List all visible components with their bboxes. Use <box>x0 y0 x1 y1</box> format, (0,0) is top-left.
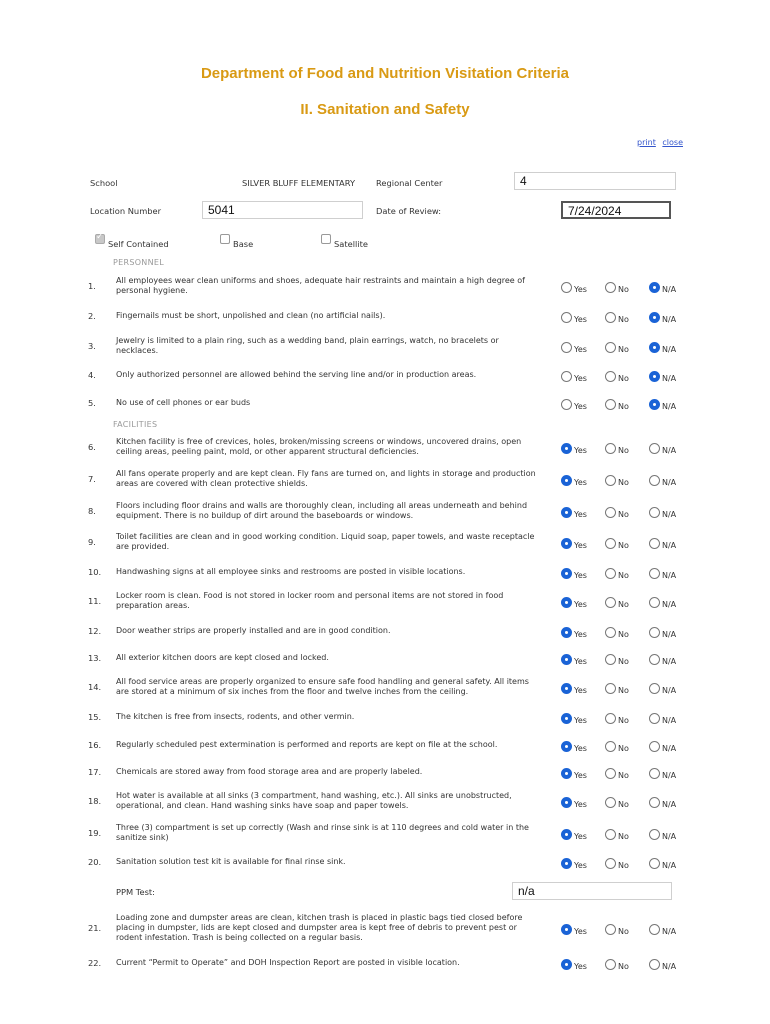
option-yes[interactable] <box>561 473 587 487</box>
option-no[interactable] <box>605 957 629 971</box>
option-label: Yes <box>574 771 587 780</box>
option-label: N/A <box>662 374 677 383</box>
option-label: N/A <box>662 716 677 725</box>
radio-no[interactable] <box>605 654 616 665</box>
radio-no[interactable] <box>605 282 616 293</box>
criteria-number: 7. <box>88 474 96 484</box>
option-yes[interactable] <box>561 711 587 725</box>
option-label: N/A <box>662 315 677 324</box>
criteria-text: Regularly scheduled pest extermination is performed and reports are kept on file at the school. <box>116 740 498 749</box>
option-no[interactable] <box>605 280 629 294</box>
radio-na[interactable] <box>649 371 660 382</box>
self-contained-checkbox[interactable] <box>95 234 105 244</box>
option-label: N/A <box>662 630 677 639</box>
option-yes[interactable] <box>561 856 587 870</box>
option-no[interactable] <box>605 340 629 354</box>
option-label: No <box>618 800 629 809</box>
criteria-number: 11. <box>88 596 102 606</box>
radio-yes[interactable] <box>561 924 572 935</box>
option-na[interactable] <box>649 536 676 550</box>
radio-no[interactable] <box>605 507 616 518</box>
criteria-number: 5. <box>88 398 96 408</box>
option-label: Yes <box>574 345 587 354</box>
school-value: SILVER BLUFF ELEMENTARY <box>242 178 356 188</box>
option-na[interactable] <box>649 795 676 809</box>
option-no[interactable] <box>605 795 629 809</box>
option-label: N/A <box>662 771 677 780</box>
radio-no[interactable] <box>605 538 616 549</box>
location-number-field[interactable]: 5041 <box>202 201 363 219</box>
radio-no[interactable] <box>605 627 616 638</box>
radio-na[interactable] <box>649 443 660 454</box>
criteria-number: 20. <box>88 857 102 867</box>
radio-na[interactable] <box>649 654 660 665</box>
option-yes[interactable] <box>561 566 587 580</box>
regional-center-label: Regional Center <box>376 178 443 188</box>
criteria-text: All food service areas are properly organized to ensure safe food handling and general safety. All items are stored at a minimum of six inches from the floor and twelve inches from the ceiling. <box>116 677 529 696</box>
option-label: Yes <box>574 716 587 725</box>
option-label: N/A <box>662 446 677 455</box>
option-na[interactable] <box>649 766 676 780</box>
option-no[interactable] <box>605 625 629 639</box>
option-no[interactable] <box>605 310 629 324</box>
radio-na[interactable] <box>649 568 660 579</box>
radio-no[interactable] <box>605 924 616 935</box>
criteria-number: 17. <box>88 767 102 777</box>
option-label: N/A <box>662 832 677 841</box>
option-yes[interactable] <box>561 625 587 639</box>
criteria-number: 8. <box>88 506 96 516</box>
criteria-text: Hot water is available at all sinks (3 compartment, hand washing, etc.). All sinks are unobstructed, operational, and clean. Hand washing sinks have soap and paper towels. <box>116 791 512 810</box>
option-na[interactable] <box>649 856 676 870</box>
option-label: No <box>618 478 629 487</box>
radio-yes[interactable] <box>561 342 572 353</box>
option-no[interactable] <box>605 397 629 411</box>
criteria-text: Current “Permit to Operate” and DOH Inspection Report are posted in visible location. <box>116 958 460 967</box>
option-na[interactable] <box>649 739 676 753</box>
radio-no[interactable] <box>605 959 616 970</box>
criteria-number: 21. <box>88 923 102 933</box>
option-label: No <box>618 600 629 609</box>
criteria-text: All exterior kitchen doors are kept closed and locked. <box>116 653 329 662</box>
base-label: Base <box>233 239 254 249</box>
date-of-review-field[interactable]: 7/24/2024 <box>561 201 671 219</box>
option-no[interactable] <box>605 566 629 580</box>
radio-no[interactable] <box>605 797 616 808</box>
option-label: Yes <box>574 510 587 519</box>
criteria-number: 13. <box>88 653 102 663</box>
option-label: No <box>618 285 629 294</box>
page-subtitle: II. Sanitation and Safety <box>300 101 470 118</box>
radio-yes[interactable] <box>561 797 572 808</box>
option-label: No <box>618 771 629 780</box>
option-no[interactable] <box>605 922 629 936</box>
radio-no[interactable] <box>605 312 616 323</box>
criteria-number: 6. <box>88 442 96 452</box>
option-label: Yes <box>574 446 587 455</box>
criteria-number: 3. <box>88 341 96 351</box>
radio-yes[interactable] <box>561 654 572 665</box>
radio-no[interactable] <box>605 713 616 724</box>
school-label: School <box>90 178 118 188</box>
radio-no[interactable] <box>605 342 616 353</box>
option-label: No <box>618 962 629 971</box>
criteria-number: 4. <box>88 370 96 380</box>
section-personnel: PERSONNEL <box>113 258 164 267</box>
section-facilities: FACILITIES <box>113 420 158 429</box>
print-link[interactable]: print <box>637 138 656 147</box>
option-label: No <box>618 446 629 455</box>
option-no[interactable] <box>605 711 629 725</box>
option-label: N/A <box>662 571 677 580</box>
radio-yes[interactable] <box>561 683 572 694</box>
header-links <box>633 138 683 147</box>
criteria-text: Loading zone and dumpster areas are clean, kitchen trash is placed in plastic bags tied closed before placing in dumpster, lids are kept closed and dumpster area is kept free of debris to prevent pest or rodent infestation. Trash is being collected on a regular basis. <box>116 913 523 942</box>
option-label: N/A <box>662 927 677 936</box>
radio-no[interactable] <box>605 858 616 869</box>
option-label: Yes <box>574 800 587 809</box>
date-of-review-label: Date of Review: <box>376 206 442 216</box>
option-label: Yes <box>574 600 587 609</box>
option-label: Yes <box>574 478 587 487</box>
radio-na[interactable] <box>649 399 660 410</box>
option-label: Yes <box>574 962 587 971</box>
option-label: No <box>618 927 629 936</box>
radio-no[interactable] <box>605 829 616 840</box>
option-yes[interactable] <box>561 397 587 411</box>
option-label: N/A <box>662 478 677 487</box>
option-label: No <box>618 315 629 324</box>
option-na[interactable] <box>649 369 676 383</box>
option-label: N/A <box>662 345 677 354</box>
radio-no[interactable] <box>605 768 616 779</box>
location-number-label: Location Number <box>90 206 162 216</box>
criteria-text: Sanitation solution test kit is available for final rinse sink. <box>116 857 346 866</box>
option-yes[interactable] <box>561 766 587 780</box>
option-yes[interactable] <box>561 310 587 324</box>
option-no[interactable] <box>605 473 629 487</box>
criteria-number: 18. <box>88 796 102 806</box>
radio-yes[interactable] <box>561 959 572 970</box>
radio-na[interactable] <box>649 312 660 323</box>
criteria-text: Toilet facilities are clean and in good working condition. Liquid soap, paper towels, and waste receptacle are provided. <box>116 532 535 551</box>
criteria-text: Kitchen facility is free of crevices, holes, broken/missing screens or windows, uncovered drains, open ceiling areas, peeling paint, mold, or other apparent structural deficiencies. <box>116 437 522 456</box>
criteria-text: All fans operate properly and are kept clean. Fly fans are turned on, and lights in storage and production areas are covered with clean protective shields. <box>116 469 536 488</box>
criteria-number: 1. <box>88 281 96 291</box>
criteria-text: Fingernails must be short, unpolished and clean (no artificial nails). <box>116 311 386 320</box>
criteria-number: 12. <box>88 626 102 636</box>
radio-na[interactable] <box>649 507 660 518</box>
option-label: No <box>618 686 629 695</box>
radio-no[interactable] <box>605 443 616 454</box>
radio-no[interactable] <box>605 475 616 486</box>
option-label: Yes <box>574 657 587 666</box>
option-label: N/A <box>662 510 677 519</box>
radio-yes[interactable] <box>561 597 572 608</box>
option-no[interactable] <box>605 441 629 455</box>
option-na[interactable] <box>649 340 676 354</box>
option-na[interactable] <box>649 595 676 609</box>
criteria-number: 2. <box>88 311 96 321</box>
criteria-number: 19. <box>88 828 102 838</box>
radio-yes[interactable] <box>561 713 572 724</box>
radio-yes[interactable] <box>561 538 572 549</box>
option-label: N/A <box>662 962 677 971</box>
option-no[interactable] <box>605 827 629 841</box>
option-label: No <box>618 744 629 753</box>
option-label: Yes <box>574 402 587 411</box>
option-yes[interactable] <box>561 369 587 383</box>
criteria-text: All employees wear clean uniforms and shoes, adequate hair restraints and maintain a high degree of personal hygiene. <box>116 276 525 295</box>
radio-yes[interactable] <box>561 399 572 410</box>
option-label: No <box>618 510 629 519</box>
option-label: Yes <box>574 832 587 841</box>
close-link[interactable]: close <box>662 138 683 147</box>
radio-no[interactable] <box>605 597 616 608</box>
option-label: N/A <box>662 285 677 294</box>
option-na[interactable] <box>649 473 676 487</box>
option-label: No <box>618 861 629 870</box>
radio-no[interactable] <box>605 683 616 694</box>
option-na[interactable] <box>649 310 676 324</box>
satellite-label: Satellite <box>334 239 368 249</box>
radio-no[interactable] <box>605 568 616 579</box>
option-yes[interactable] <box>561 681 587 695</box>
criteria-text: No use of cell phones or ear buds <box>116 398 251 407</box>
option-label: N/A <box>662 657 677 666</box>
radio-yes[interactable] <box>561 475 572 486</box>
option-label: Yes <box>574 630 587 639</box>
radio-na[interactable] <box>649 627 660 638</box>
option-label: N/A <box>662 686 677 695</box>
criteria-number: 22. <box>88 958 102 968</box>
radio-na[interactable] <box>649 768 660 779</box>
criteria-number: 14. <box>88 682 102 692</box>
option-na[interactable] <box>649 441 676 455</box>
criteria-text: Floors including floor drains and walls are thoroughly clean, including all areas underneath and behind equipment. There is no buildup of dirt around the baseboards or windows. <box>116 501 528 520</box>
radio-yes[interactable] <box>561 741 572 752</box>
ppm-test-label: PPM Test: <box>116 887 155 897</box>
option-na[interactable] <box>649 625 676 639</box>
option-label: N/A <box>662 744 677 753</box>
option-label: No <box>618 374 629 383</box>
option-no[interactable] <box>605 536 629 550</box>
option-yes[interactable] <box>561 505 587 519</box>
criteria-text: Locker room is clean. Food is not stored in locker room and personal items are not stored in food preparation areas. <box>116 591 504 610</box>
radio-yes[interactable] <box>561 312 572 323</box>
option-label: Yes <box>574 315 587 324</box>
option-no[interactable] <box>605 505 629 519</box>
radio-na[interactable] <box>649 282 660 293</box>
radio-yes[interactable] <box>561 443 572 454</box>
radio-yes[interactable] <box>561 627 572 638</box>
option-yes[interactable] <box>561 652 587 666</box>
criteria-number: 15. <box>88 712 102 722</box>
option-no[interactable] <box>605 681 629 695</box>
option-yes[interactable] <box>561 957 587 971</box>
option-yes[interactable] <box>561 595 587 609</box>
criteria-text: Chemicals are stored away from food storage area and are properly labeled. <box>116 767 423 776</box>
radio-yes[interactable] <box>561 568 572 579</box>
option-label: Yes <box>574 744 587 753</box>
option-yes[interactable] <box>561 441 587 455</box>
option-no[interactable] <box>605 766 629 780</box>
satellite-checkbox[interactable] <box>321 234 331 244</box>
radio-na[interactable] <box>649 342 660 353</box>
radio-na[interactable] <box>649 959 660 970</box>
criteria-number: 9. <box>88 537 96 547</box>
radio-na[interactable] <box>649 713 660 724</box>
option-na[interactable] <box>649 280 676 294</box>
option-label: Yes <box>574 861 587 870</box>
option-label: Yes <box>574 686 587 695</box>
radio-na[interactable] <box>649 924 660 935</box>
option-label: Yes <box>574 541 587 550</box>
radio-na[interactable] <box>649 683 660 694</box>
option-label: N/A <box>662 541 677 550</box>
option-yes[interactable] <box>561 280 587 294</box>
option-label: No <box>618 402 629 411</box>
option-na[interactable] <box>649 566 676 580</box>
option-label: Yes <box>574 285 587 294</box>
radio-na[interactable] <box>649 597 660 608</box>
radio-yes[interactable] <box>561 858 572 869</box>
option-na[interactable] <box>649 957 676 971</box>
radio-na[interactable] <box>649 538 660 549</box>
criteria-text: The kitchen is free from insects, rodents, and other vermin. <box>116 712 355 721</box>
regional-center-field[interactable]: 4 <box>514 172 676 190</box>
option-label: No <box>618 541 629 550</box>
option-no[interactable] <box>605 856 629 870</box>
criteria-text: Jewelry is limited to a plain ring, such as a wedding band, plain earrings, watch, no bracelets or necklaces. <box>116 336 499 355</box>
option-label: No <box>618 716 629 725</box>
option-no[interactable] <box>605 652 629 666</box>
option-label: Yes <box>574 571 587 580</box>
self-contained-label: Self Contained <box>108 239 169 249</box>
ppm-test-field[interactable]: n/a <box>512 882 672 900</box>
radio-na[interactable] <box>649 858 660 869</box>
option-na[interactable] <box>649 711 676 725</box>
page-title: Department of Food and Nutrition Visitation Criteria <box>200 65 570 82</box>
option-label: N/A <box>662 600 677 609</box>
option-yes[interactable] <box>561 536 587 550</box>
option-na[interactable] <box>649 397 676 411</box>
radio-no[interactable] <box>605 741 616 752</box>
option-label: No <box>618 657 629 666</box>
option-na[interactable] <box>649 652 676 666</box>
criteria-text: Door weather strips are properly installed and are in good condition. <box>116 626 391 635</box>
radio-yes[interactable] <box>561 371 572 382</box>
criteria-number: 16. <box>88 740 102 750</box>
criteria-text: Three (3) compartment is set up correctly (Wash and rinse sink is at 110 degrees and cold water in the sanitize sink) <box>116 823 529 842</box>
option-no[interactable] <box>605 739 629 753</box>
radio-yes[interactable] <box>561 768 572 779</box>
option-na[interactable] <box>649 922 676 936</box>
option-na[interactable] <box>649 681 676 695</box>
option-yes[interactable] <box>561 795 587 809</box>
option-na[interactable] <box>649 505 676 519</box>
option-no[interactable] <box>605 595 629 609</box>
option-label: N/A <box>662 861 677 870</box>
option-yes[interactable] <box>561 739 587 753</box>
option-na[interactable] <box>649 827 676 841</box>
option-label: Yes <box>574 927 587 936</box>
radio-yes[interactable] <box>561 282 572 293</box>
option-label: No <box>618 571 629 580</box>
criteria-text: Only authorized personnel are allowed behind the serving line and/or in production areas. <box>116 370 477 379</box>
option-label: No <box>618 345 629 354</box>
option-label: N/A <box>662 800 677 809</box>
radio-na[interactable] <box>649 475 660 486</box>
option-label: No <box>618 630 629 639</box>
radio-no[interactable] <box>605 371 616 382</box>
radio-yes[interactable] <box>561 829 572 840</box>
option-yes[interactable] <box>561 922 587 936</box>
option-yes[interactable] <box>561 340 587 354</box>
radio-na[interactable] <box>649 797 660 808</box>
option-label: No <box>618 832 629 841</box>
option-label: N/A <box>662 402 677 411</box>
criteria-text: Handwashing signs at all employee sinks and restrooms are posted in visible locations. <box>116 567 466 576</box>
radio-na[interactable] <box>649 829 660 840</box>
criteria-number: 10. <box>88 567 102 577</box>
option-label: Yes <box>574 374 587 383</box>
radio-na[interactable] <box>649 741 660 752</box>
option-yes[interactable] <box>561 827 587 841</box>
radio-no[interactable] <box>605 399 616 410</box>
radio-yes[interactable] <box>561 507 572 518</box>
base-checkbox[interactable] <box>220 234 230 244</box>
option-no[interactable] <box>605 369 629 383</box>
